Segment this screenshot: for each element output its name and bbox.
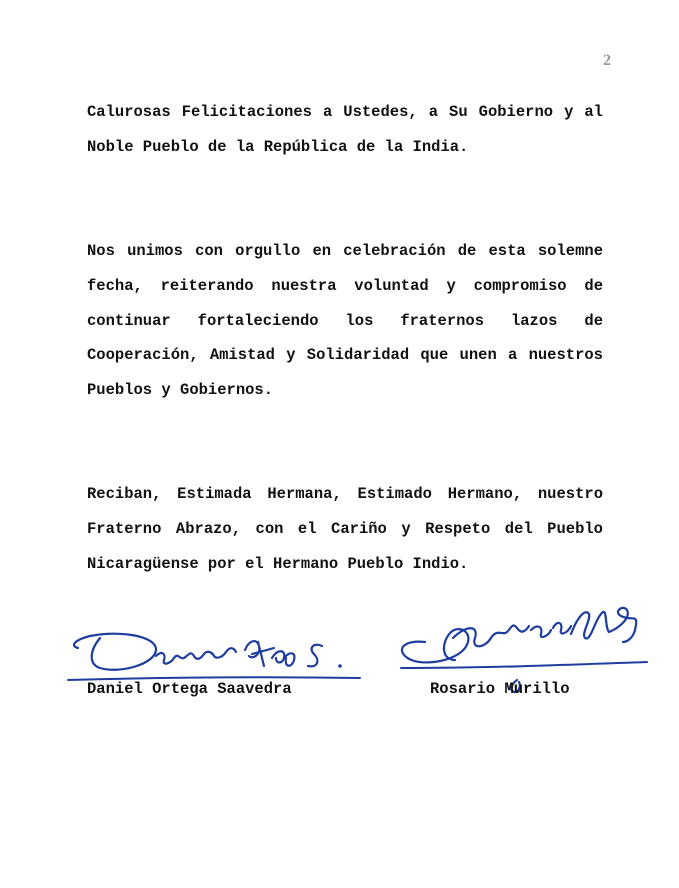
page-number: 2: [603, 52, 611, 69]
paragraph-farewell: Reciban, Estimada Hermana, Estimado Hermano, nuestro Fraterno Abrazo, con el Cariño y Respeto del Pueblo Nicaragüense por el Hermano Pueblo Indio.: [87, 485, 603, 573]
paragraph-congratulations: Calurosas Felicitaciones a Ustedes, a Su Gobierno y al Noble Pueblo de la República de la India.: [87, 103, 603, 156]
paragraph-commitment: Nos unimos con orgullo en celebración de esta solemne fecha, reiterando nuestra voluntad y compromiso de continuar fortaleciendo los fraternos lazos de Cooperación, Amistad y Solidaridad que unen a nuestros Pueblos y Gobiernos.: [87, 242, 603, 400]
signature-rosario-murillo: [395, 598, 655, 693]
signer-name-daniel-ortega: Daniel Ortega Saavedra: [87, 680, 292, 698]
signer-name-rosario-murillo: Rosario Murillo: [430, 680, 570, 698]
